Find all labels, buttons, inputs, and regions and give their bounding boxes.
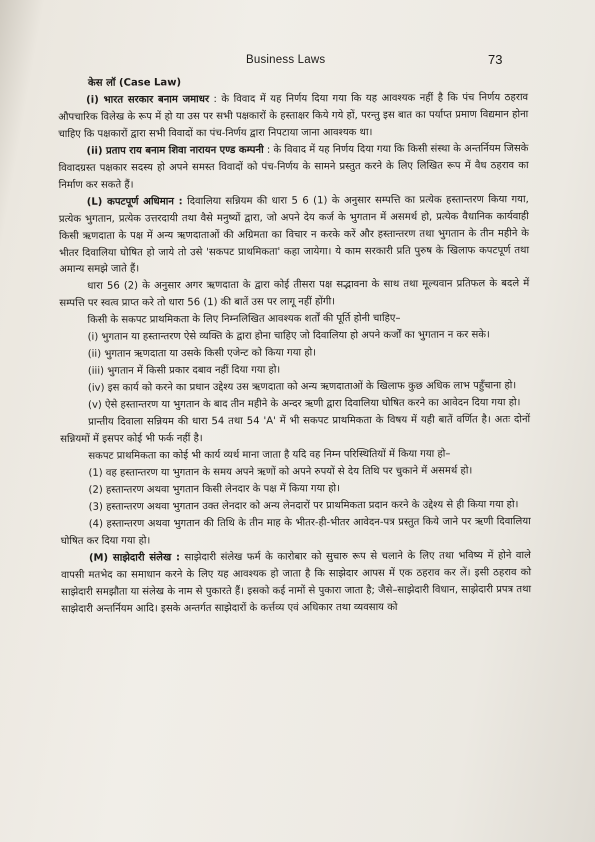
condition-iii: (iii) भुगतान में किसी प्रकार दबाव नहीं दिया गया हो। bbox=[87, 364, 281, 378]
case-i bbox=[58, 90, 528, 144]
case-ii bbox=[58, 141, 528, 195]
section-L-text: दिवालिया सन्नियम की धारा 5 6 (1) के अनुसार सम्पत्ति का प्रत्येक हस्तान्तरण किया गया, प्रत्येक भुगतान, प्रत्येक उत्तरदायी तथा वैसे मनुष्यों द्वारा, जो अपने देय कर्ज के भुगतान में असमर्थ हो, प्रत्येक वैधानिक कार्यवाही किसी ऋणदाता के पक्ष में अन्य ऋणदाताओं की अग्रिमता का विचार न करके करें और हस्तान्तरण तथा भुगतान के तीन महीने के भीतर दिवालिया घोषित हो जाये तो उसे 'सकपट प्राथमिकता' कहा जायेगा। ये काम सरकारी प्रति पुरुष के खिलाफ कपटपूर्ण तथा अमान्य समझे जाते हैं। bbox=[58, 193, 530, 276]
condition-ii: (ii) भुगतान ऋणदाता या उसके किसी एजेन्ट को किया गया हो। bbox=[87, 347, 317, 361]
void-intro: सकपट प्राथमिकता का कोई भी कार्य व्यर्थ माना जाता है यदि वह निम्न परिस्थितियों में किया गया हो– bbox=[88, 448, 451, 462]
page-number: 73 bbox=[488, 52, 503, 67]
case-ii-text: : के विवाद में यह निर्णय दिया गया कि किसी संस्था के अन्तर्नियम जिसके विवादग्रस्त पक्षकार सदस्य हो अपने समस्त विवादों को पंच-निर्णय के सामने प्रस्तुत करने के लिए लिखित रूप में वैध ठहराव का निर्माण कर सकते हैं। bbox=[58, 142, 529, 191]
section-M-title: (M) साझेदारी संलेख : bbox=[88, 551, 180, 564]
running-head bbox=[0, 52, 595, 72]
section-56-2: धारा 56 (2) के अनुसार अगर ऋणदाता के द्वारा कोई तीसरा पक्ष सद्भावना के साथ तथा मूल्यवान प्रतिफल के बदले में सम्पत्ति पर स्वत्व प्राप्त करे तो धारा 56 (1) की बातें उस पर लागू नहीं होंगी। bbox=[59, 278, 530, 310]
running-title: Business Laws bbox=[246, 54, 326, 66]
void-condition-4: (4) हस्तान्तरण अथवा भुगतान की तिथि के तीन माह के भीतर-ही-भीतर आवेदन-पत्र प्रस्तुत किये जाने पर ऋणी दिवालिया घोषित कर दिया गया हो। bbox=[60, 515, 531, 547]
case-ii-title: (ii) प्रताप राय बनाम शिवा नारायन एण्ड कम्पनी bbox=[86, 144, 264, 157]
condition-iv: (iv) इस कार्य को करने का प्रधान उद्देश्य उस ऋणदाता को अन्य ऋणदाताओं के खिलाफ कुछ अधिक लाभ पहुँचाना हो। bbox=[87, 380, 517, 394]
section-L bbox=[59, 192, 530, 280]
void-condition-3: (3) हस्तान्तरण अथवा भुगतान उक्त लेनदार को अन्य लेनदारों पर प्राथमिकता प्रदान करने के उद्देश्य से ही किया गया हो। bbox=[88, 499, 519, 513]
void-condition-1: (1) वह हस्तान्तरण या भुगतान के समय अपने ऋणों को अपने रुपयों से देय तिथि पर चुकाने में असमर्थ हो। bbox=[88, 465, 473, 479]
section-M-text: साझेदारी संलेख फर्म के कारोबार को सुचारु रूप से चलाने के लिए तथा भविष्य में होने वाले वापसी मतभेद का समाधान करने के लिए यह आवश्यक हो जाता है कि साझेदार आपस में एक ठहराव कर लें। इसी ठहराव को साझेदारी समझौता या संलेख के नाम से पुकारते हैं। इसको कई नामों से पुकारा जाता है; जैसे–साझेदारी विधान, साझेदारी प्रपत्र तथा साझेदारी अन्तर्नियम आदि। इसके अन्तर्गत साझेदारों के कर्त्तव्य एवं अधिकार तथा व्यवसाय को bbox=[61, 549, 532, 615]
section-M bbox=[61, 548, 531, 619]
condition-i: (i) भुगतान या हस्तान्तरण ऐसे व्यक्ति के द्वारा होना चाहिए जो दिवालिया हो अपने कर्जों का भुगतान न कर सके। bbox=[87, 329, 490, 344]
case-i-title: (i) भारत सरकार बनाम जमाधर bbox=[86, 94, 210, 106]
provincial-paragraph: प्रान्तीय दिवाला सन्नियम की धारा 54 तथा 54 'A' में भी सकपट प्राथमिकता के विषय में यही बातें वर्णित है। अतः दोनों सन्नियमों में इसपर कोई भी फर्क नहीं है। bbox=[60, 414, 531, 446]
section-L-title: (L) कपटपूर्ण अधिमान : bbox=[86, 195, 183, 208]
void-condition-2: (2) हस्तान्तरण अथवा भुगतान किसी लेनदार के पक्ष में किया गया हो। bbox=[88, 483, 340, 496]
page-content bbox=[58, 73, 531, 618]
conditions-intro: किसी के सकपट प्राथमिकता के लिए निम्नलिखित आवश्यक शर्तों की पूर्ति होनी चाहिए– bbox=[87, 313, 401, 327]
section-heading: केस लॉ (Case Law) bbox=[88, 77, 182, 89]
case-i-text: : के विवाद में यह निर्णय दिया गया कि यह आवश्यक नहीं है कि पंच निर्णय ठहराव औपचारिक विलेख के रूप में हो या उस पर सभी पक्षकारों के हस्ताक्षर किये गये हों, परन्तु इस बात का पर्याप्त प्रमाण विद्यमान होना चाहिए कि पक्षकारों द्वारा सभी विवादों का पंच-निर्णय द्वारा निपटाया जाना आवश्यक था। bbox=[58, 92, 529, 140]
condition-v: (v) ऐसे हस्तान्तरण या भुगतान के बाद तीन महीने के अन्दर ऋणी द्वारा दिवालिया घोषित करने का आवेदन दिया गया हो। bbox=[87, 397, 521, 411]
